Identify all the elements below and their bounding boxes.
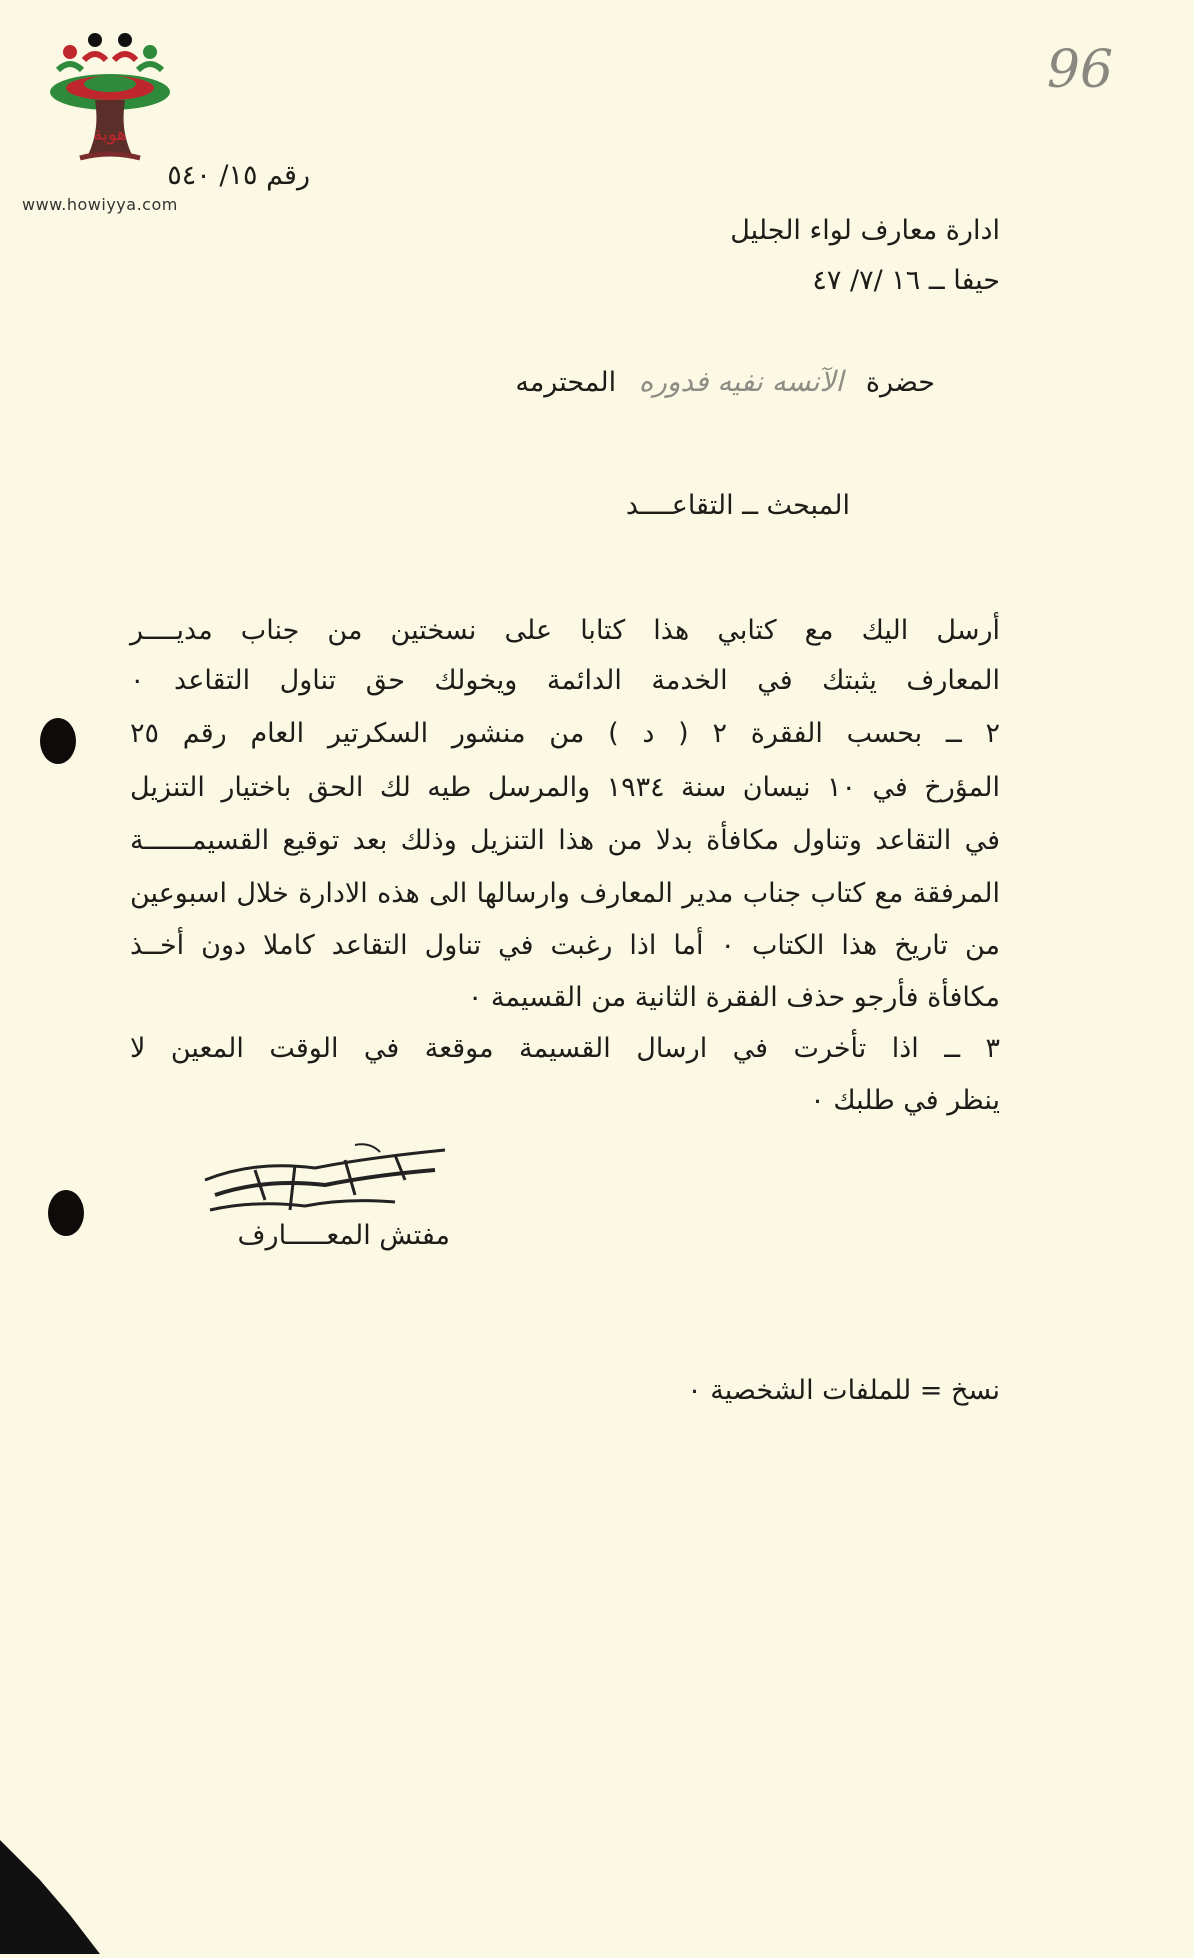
addressee-line bbox=[430, 365, 935, 398]
body-line: ينظر في طلبك ٠ bbox=[810, 1085, 1000, 1116]
dark-corner bbox=[0, 1840, 110, 1954]
body-line: ٢ ــ بحسب الفقرة ٢ ( د ) من منشور السكرتير العام رقم ٢٥ bbox=[130, 718, 1001, 749]
punch-hole bbox=[48, 1190, 84, 1236]
signature-title: مفتش المعـــــارف bbox=[237, 1220, 450, 1251]
addressee-name: الآنسه نفيه فدوره bbox=[638, 365, 844, 398]
svg-text:هوية: هوية bbox=[93, 124, 127, 145]
copies-line: نسخ = للملفات الشخصية ٠ bbox=[687, 1375, 1000, 1406]
page-number bbox=[1040, 35, 1120, 105]
addressee-prefix: حضرة bbox=[865, 367, 935, 398]
body-line: في التقاعد وتناول مكافأة بدلا من هذا التنزيل وذلك بعد توقيع القسيمــــــة bbox=[130, 825, 1000, 856]
logo-url: www.howiyya.com bbox=[22, 195, 178, 214]
body-line: أرسل اليك مع كتابي هذا كتابا على نسختين من جناب مديــــر bbox=[130, 615, 1000, 646]
page-number-text: 96 bbox=[1046, 40, 1114, 100]
letter-date: حيفا ــ ١٦ /٧/ ٤٧ bbox=[812, 265, 1000, 296]
subject-line: المبحث ــ التقاعــــد bbox=[625, 490, 850, 521]
reference-number: رقم ١٥/ ٥٤٠ bbox=[167, 160, 310, 191]
office-name: ادارة معارف لواء الجليل bbox=[730, 215, 1000, 246]
body-line: ٣ ــ اذا تأخرت في ارسال القسيمة موقعة في الوقت المعين لا bbox=[130, 1033, 1000, 1064]
body-line: المرفقة مع كتاب جناب مدير المعارف وارسالها الى هذه الادارة خلال اسبوعين bbox=[130, 878, 1000, 909]
addressee-suffix: المحترمه bbox=[515, 367, 617, 398]
body-line: مكافأة فأرجو حذف الفقرة الثانية من القسيمة ٠ bbox=[467, 982, 1000, 1013]
handwritten-signature bbox=[195, 1140, 455, 1225]
body-line: من تاريخ هذا الكتاب ٠ أما اذا رغبت في تناول التقاعد كاملا دون أخــذ bbox=[130, 930, 1000, 961]
punch-hole bbox=[40, 718, 76, 764]
body-line: المؤرخ في ١٠ نيسان سنة ١٩٣٤ والمرسل طيه لك الحق باختيار التنزيل bbox=[130, 772, 1001, 803]
howiyya-logo bbox=[40, 30, 180, 180]
body-line: المعارف يثبتك في الخدمة الدائمة ويخولك حق تناول التقاعد ٠ bbox=[130, 665, 1000, 696]
